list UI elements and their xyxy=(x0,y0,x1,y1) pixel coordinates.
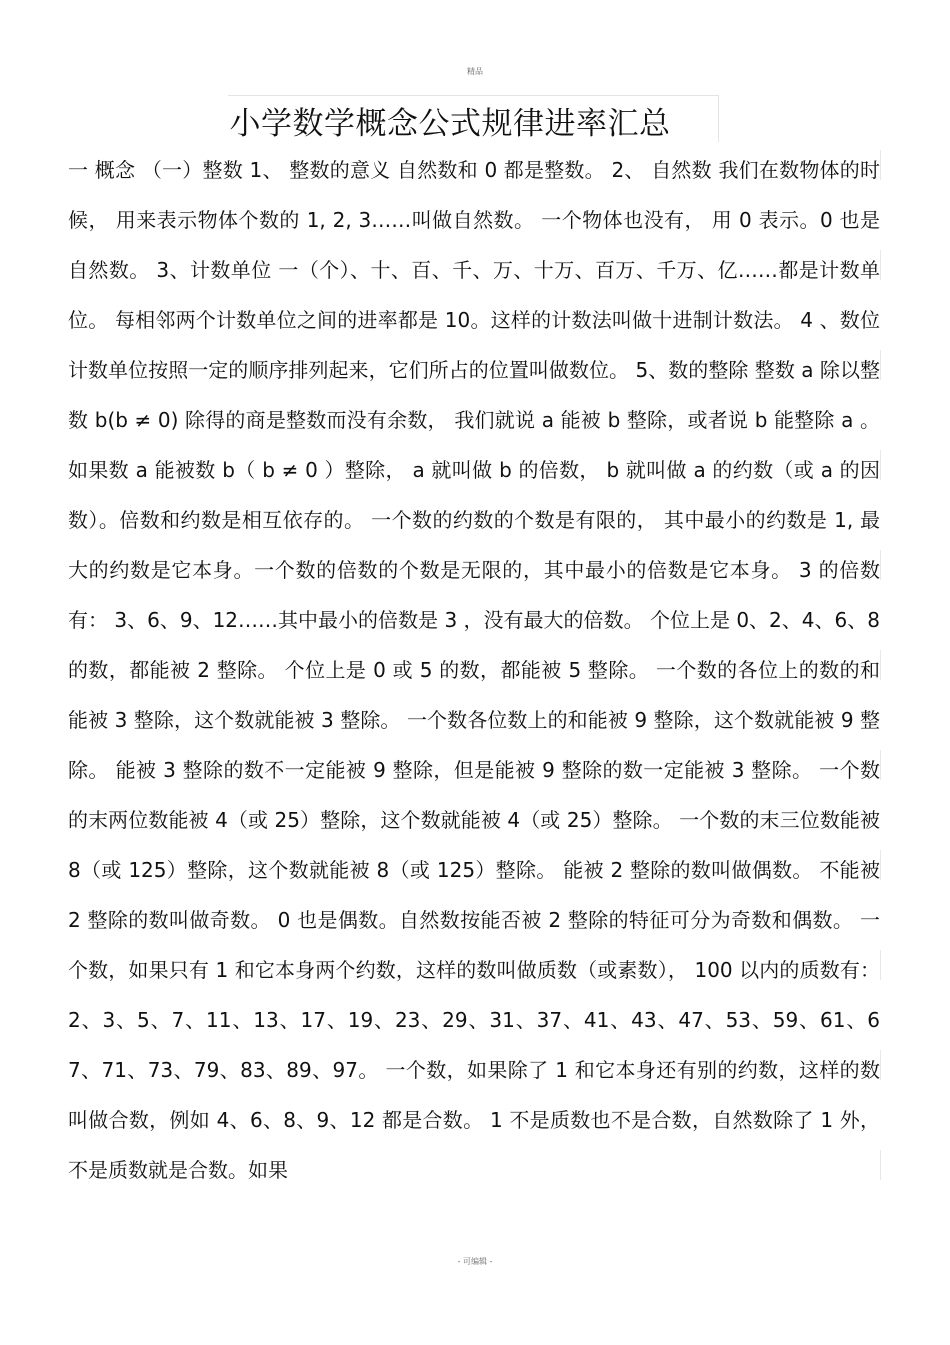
header-mark: 精品 xyxy=(467,67,483,76)
body-paragraph: 一 概念 （一）整数 1、 整数的意义 自然数和 0 都是整数。 2、 自然数 我们在数物体的时候， 用来表示物体个数的 1, 2, 3……叫做自然数。 一个物体也没有， 用 0 表示。0 也是自然数。 3、计数单位 一（个）、十、百、千、万、十万、百万、千万、亿……都是计数单位。 每相邻两个计数单位之间的进率都是 10。这样的计数法叫做十进制计数法。 4 、数位 计数单位按照一定的顺序排列起来，它们所占的位置叫做数位。 5、数的整除 整数 a 除以整数 b(b ≠ 0) 除得的商是整数而没有余数， 我们就说 a 能被 b 整除，或者说 b 能整除 a 。如果数 a 能被数 b（ b ≠ 0 ）整除， a 就叫做 b 的倍数， b 就叫做 a 的约数（或 a 的因数）。倍数和约数是相互依存的。 一个数的约数的个数是有限的， 其中最小的约数是 1, 最大的约数是它本身。一个数的倍数的个数是无限的，其中最小的倍数是它本身。 3 的倍数有： 3、6、9、12……其中最小的倍数是 3 ，没有最大的倍数。 个位上是 0、2、4、6、8 的数，都能被 2 整除。 个位上是 0 或 5 的数，都能被 5 整除。 一个数的各位上的数的和能被 3 整除，这个数就能被 3 整除。 一个数各位数上的和能被 9 整除，这个数就能被 9 整除。 能被 3 整除的数不一定能被 9 整除，但是能被 9 整除的数一定能被 3 整除。 一个数的末两位数能被 4（或 25）整除，这个数就能被 4（或 25）整除。 一个数的末三位数能被 8（或 125）整除，这个数就能被 8（或 125）整除。 能被 2 整除的数叫做偶数。 不能被 2 整除的数叫做奇数。 0 也是偶数。自然数按能否被 2 整除的特征可分为奇数和偶数。 一个数，如果只有 1 和它本身两个约数，这样的数叫做质数（或素数）， 100 以内的质数有： 2、3、5、7、11、13、17、19、23、29、31、37、41、43、47、53、59、61、67、71、73、79、83、89、97。 一个数，如果除了 1 和它本身还有别的约数，这样的数叫做合数，例如 4、6、8、9、12 都是合数。 1 不是质数也不是合数，自然数除了 1 外，不是质数就是合数。如果 xyxy=(68,158,880,1182)
footer-mark: - 可编辑 - xyxy=(457,1257,493,1266)
page-title: 小学数学概念公式规律进率汇总 xyxy=(229,106,671,142)
